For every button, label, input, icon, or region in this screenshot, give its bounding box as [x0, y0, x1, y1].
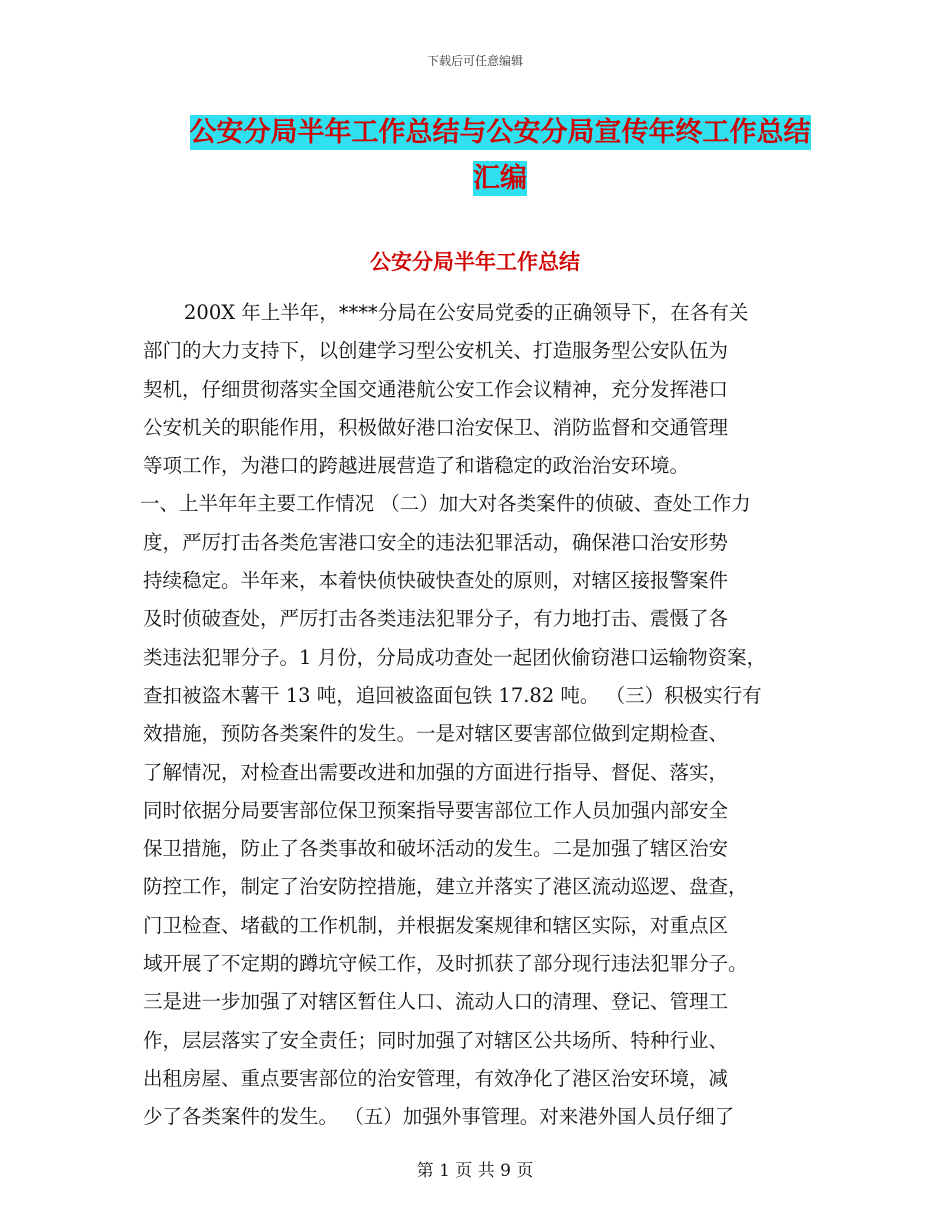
body-line: 查扣被盗木薯干 13 吨，追回被盗面包铁 17.82 吨。 （三）积极实行有: [143, 683, 762, 707]
body-line: 三是进一步加强了对辖区暂住人口、流动人口的清理、登记、管理工: [143, 990, 729, 1014]
body-line: 保卫措施，防止了各类事故和破坏活动的发生。二是加强了辖区治安: [143, 837, 729, 861]
body-line: 200X 年上半年，****分局在公安局党委的正确领导下，在各有关: [184, 301, 749, 324]
body-line: 持续稳定。半年来，本着快侦快破快查处的原则，对辖区接报警案件: [143, 569, 729, 593]
title-line-1: 公安分局半年工作总结与公安分局宣传年终工作总结: [189, 117, 811, 148]
body-line: 了解情况，对检查出需要改进和加强的方面进行指导、督促、落实，: [143, 760, 729, 784]
body-line: 门卫检查、堵截的工作机制，并根据发案规律和辖区实际，对重点区: [143, 913, 729, 937]
body-line: 及时侦破查处，严厉打击各类违法犯罪分子，有力地打击、震慑了各: [143, 607, 729, 631]
body-text: [140, 294, 823, 1137]
body-line: 少了各类案件的发生。 （五）加强外事管理。对来港外国人员仔细了: [143, 1105, 735, 1129]
body-line: 防控工作，制定了治安防控措施，建立并落实了港区流动巡逻、盘查，: [143, 875, 748, 899]
body-line: 效措施，预防各类案件的发生。一是对辖区要害部位做到定期检查、: [143, 722, 729, 746]
page-footer: 第 1 页 共 9 页: [416, 1161, 534, 1181]
body-line: 等项工作，为港口的跨越进展营造了和谐稳定的政治治安环境。: [143, 454, 690, 478]
header-note: 下载后可任意编辑: [426, 54, 523, 68]
body-line: 出租房屋、重点要害部位的治安管理，有效净化了港区治安环境，减: [143, 1066, 729, 1090]
body-line: 类违法犯罪分子。1 月份，分局成功查处一起团伙偷窃港口运输物资案，: [143, 645, 767, 669]
body-line: 度，严厉打击各类危害港口安全的违法犯罪活动，确保港口治安形势: [143, 530, 729, 554]
section-title: 公安分局半年工作总结: [370, 250, 580, 274]
body-line: 公安机关的职能作用，积极做好港口治安保卫、消防监督和交通管理: [143, 415, 729, 439]
body-line: 同时依据分局要害部位保卫预案指导要害部位工作人员加强内部安全: [143, 798, 729, 822]
body-line: 一、上半年年主要工作情况 （二）加大对各类案件的侦破、查处工作力: [140, 492, 751, 516]
document-title: [100, 110, 900, 202]
title-line-2: 汇编: [473, 163, 527, 194]
body-line: 部门的大力支持下，以创建学习型公安机关、打造服务型公安队伍为: [143, 339, 729, 363]
body-line: 作，层层落实了安全责任；同时加强了对辖区公共场所、特种行业、: [143, 1028, 729, 1052]
body-line: 域开展了不定期的蹲坑守候工作，及时抓获了部分现行违法犯罪分子。: [143, 952, 748, 976]
body-line: 契机，仔细贯彻落实全国交通港航公安工作会议精神，充分发挥港口: [143, 377, 729, 401]
